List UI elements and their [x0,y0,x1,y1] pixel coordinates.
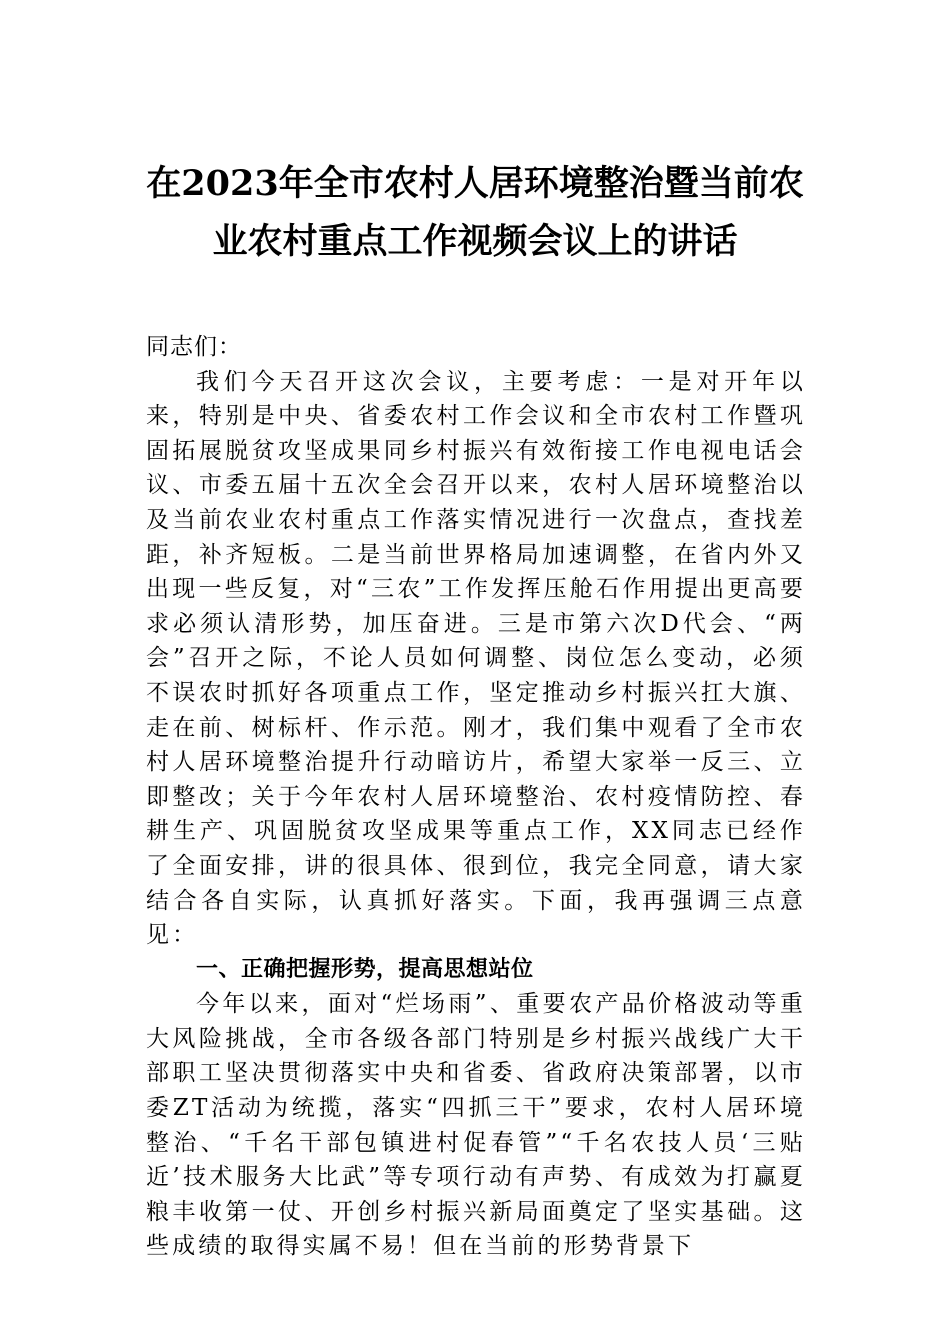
paragraph-intro: 我们今天召开这次会议，主要考虑：一是对开年以来，特别是中央、省委农村工作会议和全市农村工作暨巩固拓展脱贫攻坚成果同乡村振兴有效衔接工作电视电话会议、市委五届十五次全会召开以来，农村人居环境整治以及当前农业农村重点工作落实情况进行一次盘点，查找差距，补齐短板。二是当前世界格局加速调整，在省内外又出现一些反复，对“三农”工作发挥压舱石作用提出更高要求必须认清形势，加压奋进。三是市第六次D代会、“两会”召开之际，不论人员如何调整、岗位怎么变动，必须不误农时抓好各项重点工作，坚定推动乡村振兴扛大旗、走在前、树标杆、作示范。刚才，我们集中观看了全市农村人居环境整治提升行动暗访片，希望大家举一反三、立即整改；关于今年农村人居环境整治、农村疫情防控、春耕生产、巩固脱贫攻坚成果等重点工作，XX同志已经作了全面安排，讲的很具体、很到位，我完全同意，请大家结合各自实际，认真抓好落实。下面，我再强调三点意见： [146,368,806,949]
section-heading-1: 一、正确把握形势，提高思想站位 [196,956,534,982]
paragraph-situation: 今年以来，面对“烂场雨”、重要农产品价格波动等重大风险挑战，全市各级各部门特别是乡村振兴战线广大干部职工坚决贯彻落实中央和省委、省政府决策部署，以市委ZT活动为统揽，落实“四抓三干”要求，农村人居环境整治、“千名干部包镇进村促春管”“千名农技人员‘三贴近’技术服务大比武”等专项行动有声势、有成效为打赢夏粮丰收第一仗、开创乡村振兴新局面奠定了坚实基础。这些成绩的取得实属不易！但在当前的形势背景下 [146,991,806,1260]
title-line-2: 业农村重点工作视频会议上的讲话 [212,221,738,262]
document-body [146,330,806,1264]
title-line-1: 在2023年全市农村人居环境整治暨当前农 [146,163,804,204]
document-title [120,155,830,271]
salutation: 同志们： [146,334,242,360]
